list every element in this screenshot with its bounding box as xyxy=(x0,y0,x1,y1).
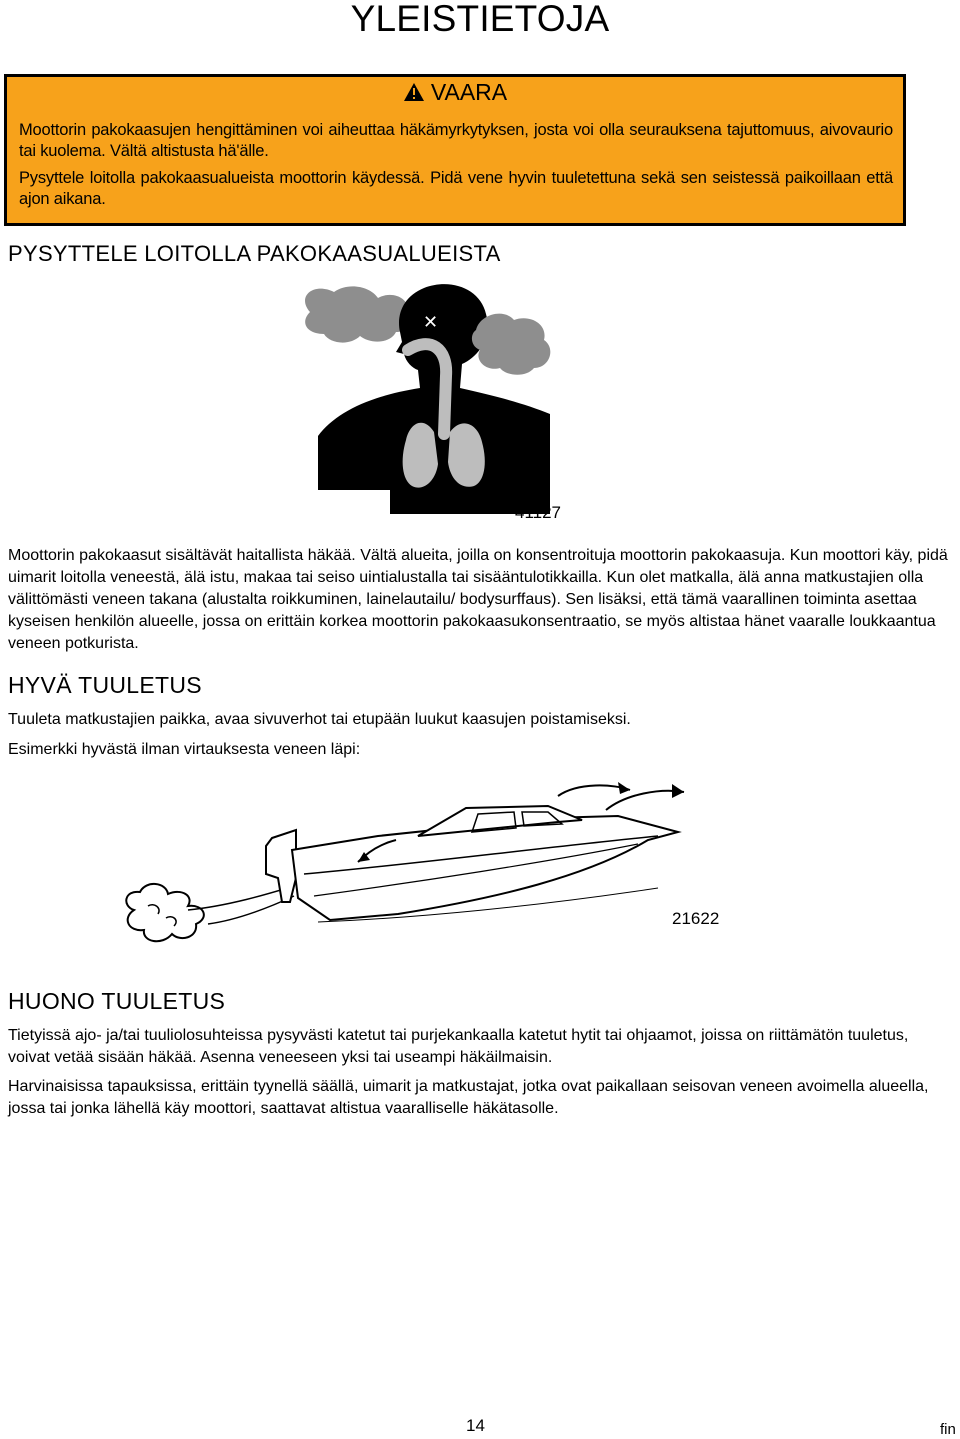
good-ventilation-paragraph: Tuuleta matkustajien paikka, avaa sivuverhot tai etupään luukut kaasujen poistamiseksi. xyxy=(8,711,631,728)
boat-hull xyxy=(292,816,678,920)
language-tag: fin xyxy=(940,1421,956,1438)
section-heading-good-ventilation: HYVÄ TUULETUS xyxy=(8,672,202,698)
outboard-motor xyxy=(266,830,296,902)
warning-text xyxy=(19,120,893,216)
exhaust-paragraph: Moottorin pakokaasut sisältävät haitallista häkää. Vältä alueita, joilla on konsentroituja moottorin pakokaasuja. Kun moottori käy, pidä uimarit loitolla veneestä, älä istu, makaa tai seiso uintialustalla tai sisääntulotikkailla. Kun olet matkalla, älä anna matkustajien olla välittömästi veneen takana (alustalta roikkuminen, lainelautailu/ bodysurffaus). Sen lisäksi, että tämä vaarallinen toiminta asettaa kyseisen henkilön alueelle, jossa on erittäin korkea moottorin pakokaasukonsentraatio, se myös altistaa hänet vaaralle loukkaantua veneen potkurista. xyxy=(8,547,948,652)
warning-label: VAARA xyxy=(430,79,508,105)
section-heading-poor-ventilation: HUONO TUULETUS xyxy=(8,988,226,1014)
danger-warning-box xyxy=(4,74,906,226)
warning-paragraph: Pysyttele loitolla pakokaasualueista moottorin käydessä. Pidä vene hyvin tuuletettuna sekä sen seistessä paikoillaan että ajon aikana. xyxy=(19,169,893,208)
exhaust-wake xyxy=(126,884,204,941)
warning-header xyxy=(7,79,903,106)
page-title: YLEISTIETOJA xyxy=(350,0,610,39)
good-ventilation-example: Esimerkki hyvästä ilman virtauksesta veneen läpi: xyxy=(8,741,361,758)
warning-triangle-icon xyxy=(403,82,425,102)
exhaust-inhalation-illustration xyxy=(300,284,570,516)
smoke-cloud-left xyxy=(305,286,412,342)
boat-ventilation-illustration xyxy=(118,778,718,968)
warning-paragraph: Moottorin pakokaasujen hengittäminen voi aiheuttaa häkämyrkytyksen, josta voi olla seurauksena tajuttomuus, aivovaurio tai kuolema. Vältä altistusta hä'älle. xyxy=(19,121,893,160)
figure-id-exhaust: 41127 xyxy=(515,503,562,522)
page-number: 14 xyxy=(466,1416,485,1435)
smoke-cloud-right xyxy=(472,314,550,375)
svg-text:✕: ✕ xyxy=(423,312,439,333)
poor-ventilation-paragraph: Harvinaisissa tapauksissa, erittäin tyynellä säällä, uimarit ja matkustajat, jotka ovat paikallaan seisovan veneen avoimella alueella, jossa tai jonka lähellä käy moottori, saattavat altistua vaaralliselle häkätasolle. xyxy=(8,1078,929,1117)
section-heading-exhaust: PYSYTTELE LOITOLLA PAKOKAASUALUEISTA xyxy=(8,241,501,266)
poor-ventilation-paragraph: Tietyissä ajo- ja/tai tuuliolosuhteissa pysyvästi katetut tai purjekankaalla katetut hytit tai ohjaamot, joissa on riittämätön tuuletus, voivat vetää sisään häkää. Asenna veneeseen yksi tai useampi häkäilmaisin. xyxy=(8,1027,909,1066)
figure-id-boat: 21622 xyxy=(672,909,720,928)
